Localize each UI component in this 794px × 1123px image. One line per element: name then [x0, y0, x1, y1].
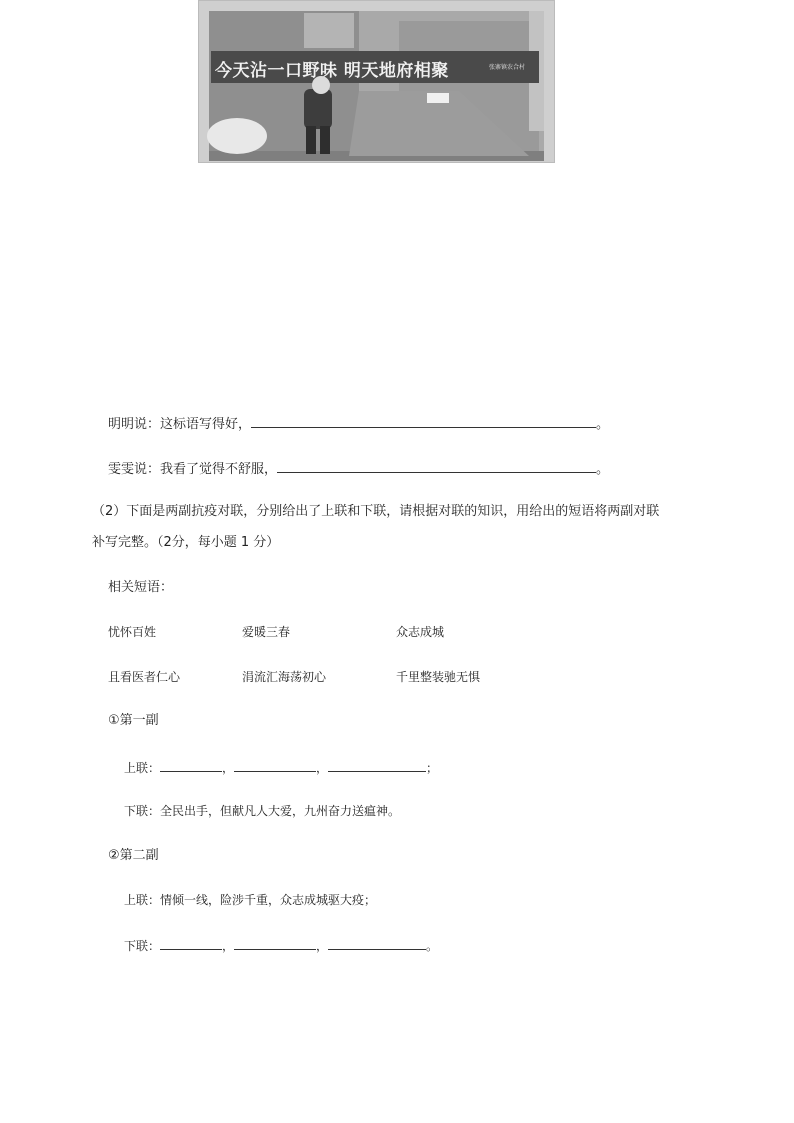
banner-photo	[198, 0, 555, 163]
comma: ，	[316, 761, 329, 775]
question2-line2: 补写完整。（2分，每小题 1 分）	[92, 535, 280, 550]
couplet2-blank-2[interactable]	[234, 936, 316, 950]
couplet1-upper	[124, 758, 438, 777]
phrases-label: 相关短语：	[108, 580, 174, 595]
mingming-blank[interactable]	[251, 414, 596, 428]
comma: ，	[316, 939, 329, 953]
banner-text: 今天沾一口野味 明天地府相聚	[215, 61, 449, 81]
comma: ，	[222, 939, 235, 953]
mingming-text: 明明说：这标语写得好，	[108, 417, 252, 432]
phrase-item: 忧怀百姓	[108, 625, 157, 639]
phrase-item: 众志成城	[396, 625, 445, 639]
wenwen-blank[interactable]	[277, 459, 596, 473]
couplet2-upper: 上联：情倾一线，险涉千重，众志成城驱大疫；	[124, 893, 377, 907]
banner-small-text: 张寨镇农合村	[489, 64, 526, 71]
comma: ，	[222, 761, 235, 775]
couplet1-blank-2[interactable]	[234, 758, 316, 772]
couplet2-lower	[124, 936, 438, 955]
period: 。	[426, 939, 439, 953]
period: 。	[596, 462, 610, 477]
couplet1-blank-1[interactable]	[160, 758, 222, 772]
couplet1-blank-3[interactable]	[328, 758, 426, 772]
couplet1-lower: 下联：全民出手，但献凡人大爱，九州奋力送瘟神。	[124, 804, 401, 818]
couplet2-blank-3[interactable]	[328, 936, 426, 950]
question2-line1: （2）下面是两副抗疫对联，分别给出了上联和下联，请根据对联的知识，用给出的短语将两副对联	[92, 504, 660, 519]
period: 。	[596, 417, 610, 432]
phrase-item: 千里整装驰无惧	[396, 670, 481, 684]
phrase-item: 爱暖三春	[242, 625, 291, 639]
mingming-line	[108, 414, 609, 434]
phrase-item: 且看医者仁心	[108, 670, 181, 684]
semicolon: ；	[426, 761, 439, 775]
wenwen-text: 雯雯说：我看了觉得不舒服，	[108, 462, 278, 477]
couplet2-title: ②第二副	[108, 848, 159, 863]
lower-label: 下联：	[124, 939, 161, 953]
phrase-item: 涓流汇海荡初心	[242, 670, 327, 684]
couplet2-blank-1[interactable]	[160, 936, 222, 950]
couplet1-title: ①第一副	[108, 713, 159, 728]
wenwen-line	[108, 459, 609, 479]
upper-label: 上联：	[124, 761, 161, 775]
